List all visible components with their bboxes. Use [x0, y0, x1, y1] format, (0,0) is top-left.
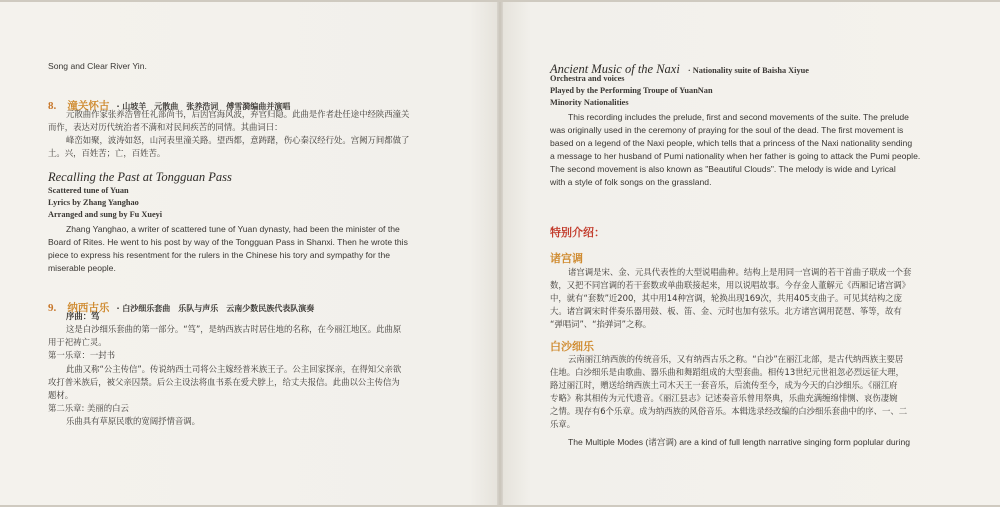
right-page	[501, 0, 1000, 507]
book-gutter	[497, 0, 503, 507]
track8-body-en-line: miserable people.	[48, 263, 116, 273]
track9-body-cn-line: 此曲又称“公主传信”。传说纳西土司将公主嫁经普米族王子。公主回家探亲，在得知父亲欲	[66, 364, 402, 374]
track8-body-cn-line: 峰峦如聚，波涛如怒，山河表里潼关路。望西都，意踌躇，伤心秦汉经行处。宫阙万间都做了	[66, 135, 410, 145]
track8-body-en-line: piece to express his resentment for the rulers in the Chinese his tory and sympathy for the	[48, 250, 391, 260]
track8-credit-en: Lyrics by Zhang Yanghao	[48, 198, 139, 207]
multiple-modes-en-line: The Multiple Modes (诸宫调) are a kind of full length narrative singing form poplular during	[568, 437, 911, 447]
right-title-suffix: · Nationality suite of Baisha Xiyue	[687, 66, 809, 75]
zhugongdiao-body-line: 诸宫调是宋、金、元具代表性的大型说唱曲种。结构上是用同一宫调的若干首曲子联成一个套	[568, 267, 912, 277]
left-page	[0, 0, 499, 507]
track8-title-cn: 潼关怀古	[67, 100, 110, 112]
baisha-body-line: 乐章。	[550, 419, 576, 429]
right-credit-en: Played by the Performing Troupe of YuanNan	[550, 86, 713, 95]
baisha-body-line: 专略》称其相传为元代遗音。《丽江县志》记述奏音乐曾用祭典，乐曲充满缠绵悱恻、哀伤凄婉	[550, 393, 898, 403]
page-edge-top	[0, 0, 1000, 2]
track8-credit-en: Arranged and sung by Fu Xueyi	[48, 210, 163, 219]
right-body-en-line: The second movement is also known as "Beautiful Clouds". The melody is wide and Lyrical	[550, 164, 896, 174]
intro-text: Song and Clear River Yin.	[48, 61, 147, 71]
track8-credits-cn: · 山坡羊 元散曲 张养浩词 傅雪漪编曲并演唱	[116, 102, 291, 111]
right-body-en-line: with a style of folk songs on the grassland.	[550, 177, 712, 187]
track8-body-cn-line: 土。兴，百姓苦；亡，百姓苦。	[48, 148, 166, 158]
track8-body-en-line: Zhang Yanghao, a writer of scattered tune of Yuan dynasty, had been the minister of the	[66, 224, 400, 234]
baisha-body-line: 之情。现存有6个乐章。成为纳西族的风俗音乐。本辑选录经改编的白沙细乐套曲中的序、一、二	[550, 406, 908, 416]
track9-movement2-label: 第二乐章: 美丽的白云	[48, 403, 129, 413]
baisha-body-line: 云南丽江纳西族的传统音乐，又有纳西古乐之称。“白沙”在丽江北部，是古代纳西族主要居	[568, 354, 904, 364]
baisha-body-line: 路过丽江时，赠送给纳西族土司木天王一套音乐，后流传至今，成为今天的白沙细乐。《丽江府	[550, 380, 898, 390]
track8-body-cn-line: 元散曲作家张养浩曾任礼部尚书，后因官海风波，弃官归隐。此曲是作者赴任途中经陕西潼关	[66, 109, 410, 119]
track9-body-cn-line: 题材。	[48, 390, 74, 400]
track8-body-cn-line: 而作，表达对历代统治者不满和对民间疾苦的同情。其曲词曰：	[48, 122, 283, 132]
track9-prelude-label: 序曲：笃	[66, 311, 100, 321]
right-body-en-line: based on a legend of the Naxi people, which tells that a princess of the Naxi nationality sending	[550, 138, 913, 148]
track8-title-en: Recalling the Past at Tongguan Pass	[48, 170, 232, 184]
track8-number: 8.	[48, 100, 57, 112]
track9-body-cn-line: 用于祀祷亡灵。	[48, 337, 107, 347]
track8-body-en-line: Board of Rites. He went to his post by way of the Tongguan Pass in Shanxi. Then he wrote this	[48, 237, 408, 247]
track9-title-cn: 纳西古乐	[67, 302, 110, 314]
zhugongdiao-body-line: 中，就有“套数”近200，其中用14种宫调，轮换出现169次，共用405支曲子。可见其结构之庞	[550, 293, 903, 303]
baisha-heading: 白沙细乐	[550, 340, 594, 353]
right-credit-en: Minority Nationalities	[550, 98, 629, 107]
right-body-en-line: was originally used in the ceremony of praying for the soul of the dead. The first movement is	[550, 125, 904, 135]
zhugongdiao-body-line: 数，又把不同宫调的若干套数或单曲联接起来，用以说唱故事。今存金人董解元《西厢记诸宫调》	[550, 280, 911, 290]
zhugongdiao-body-line: “弹唱词”、“掐弹词”之称。	[550, 319, 652, 329]
right-body-en-line: This recording includes the prelude, first and second movements of the suite. The prelude	[568, 112, 909, 122]
track9-body-cn-line: 这是白沙细乐套曲的第一部分。“笃”，是纳西族古时居住地的名称，在今丽江地区。此曲原	[66, 324, 402, 334]
right-body-en-line: a message to her husband of Pumi nationality when her father is going to attack the Pumi people.	[550, 151, 921, 161]
special-intro-heading: 特别介绍：	[550, 226, 605, 239]
track9-credits-cn: · 白沙细乐套曲 乐队与声乐 云南少数民族代表队演奏	[116, 304, 315, 313]
track9-body-cn-line: 乐曲具有草原民歌的宽阔抒情音调。	[66, 416, 200, 426]
right-title-en: Ancient Music of the Naxi	[550, 62, 680, 76]
baisha-body-line: 住地。白沙细乐是由歌曲、器乐曲和舞蹈组成的大型套曲。相传13世纪元世祖忽必烈远征大理，	[550, 367, 905, 377]
zhugongdiao-heading: 诸宫调	[550, 252, 583, 265]
track8-credit-en: Scattered tune of Yuan	[48, 186, 129, 195]
zhugongdiao-body-line: 大。诸宫调宋时伴奏乐器用鼓、板、笛、金、元时也加有弦乐。北方诸宫调用琵琶、筝等，故有	[550, 306, 902, 316]
right-credit-en: Orchestra and voices	[550, 74, 625, 83]
track9-number: 9.	[48, 302, 57, 314]
track9-movement1-label: 第一乐章：一封书	[48, 350, 115, 360]
track9-body-cn-line: 攻打普米族后，被父亲囚禁。后公主设法将血书系在爱犬脖上，给丈夫报信。此曲以公主传信为	[48, 377, 400, 387]
